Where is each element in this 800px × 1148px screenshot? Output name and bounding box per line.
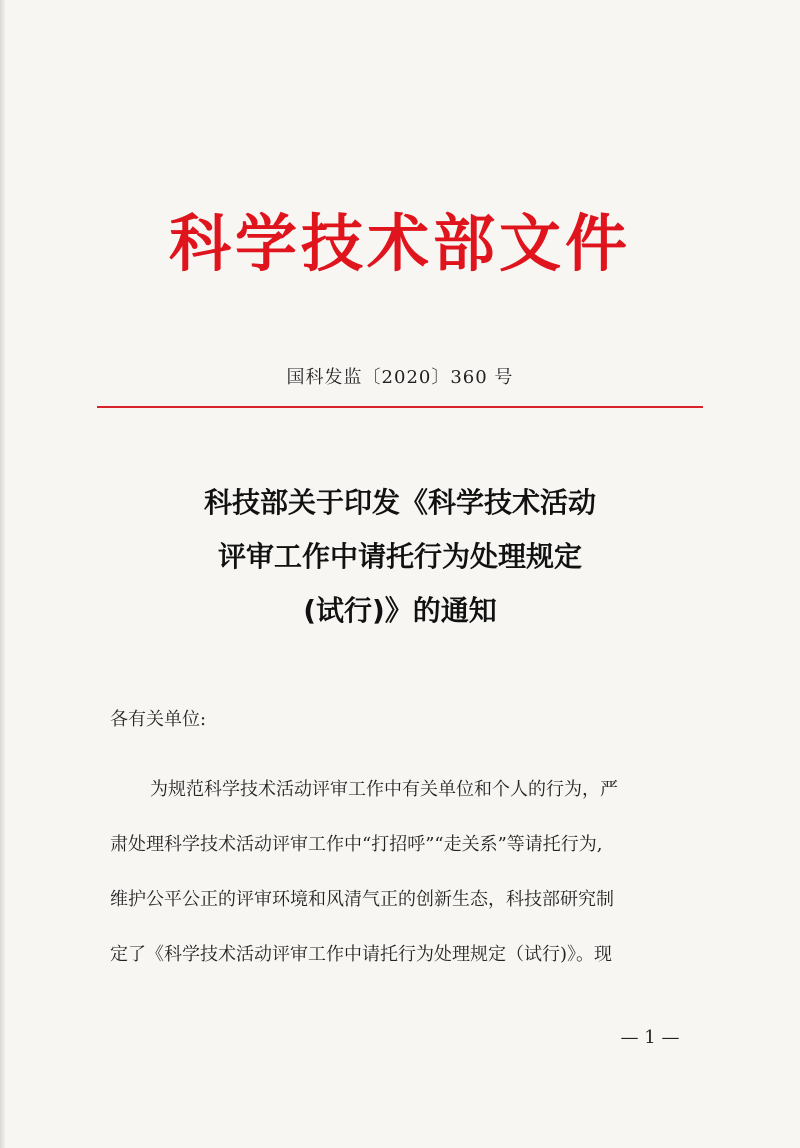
body-line-4: 定了《科学技术活动评审工作中请托行为处理规定（试行)》。现 <box>110 944 613 965</box>
notice-title-line-1: 科技部关于印发《科学技术活动 <box>203 486 596 519</box>
body-paragraph <box>110 762 710 982</box>
document-number: 国科发监〔2020〕360 号 <box>286 367 514 388</box>
body-line-2: 肃处理科学技术活动评审工作中“打招呼”“走关系”等请托行为, <box>110 834 603 855</box>
page-number: — 1 — <box>620 1027 680 1048</box>
red-divider-line <box>97 406 703 408</box>
issuing-authority-header: 科学技术部文件 <box>168 207 631 280</box>
notice-title-line-2: 评审工作中请托行为处理规定 <box>217 540 582 573</box>
notice-title-line-3: (试行)》的通知 <box>303 594 497 627</box>
notice-title <box>0 476 800 638</box>
body-line-3: 维护公平公正的评审环境和风清气正的创新生态，科技部研究制 <box>110 889 614 910</box>
body-line-1: 为规范科学技术活动评审工作中有关单位和个人的行为，严 <box>150 779 618 800</box>
salutation: 各有关单位: <box>110 709 207 730</box>
